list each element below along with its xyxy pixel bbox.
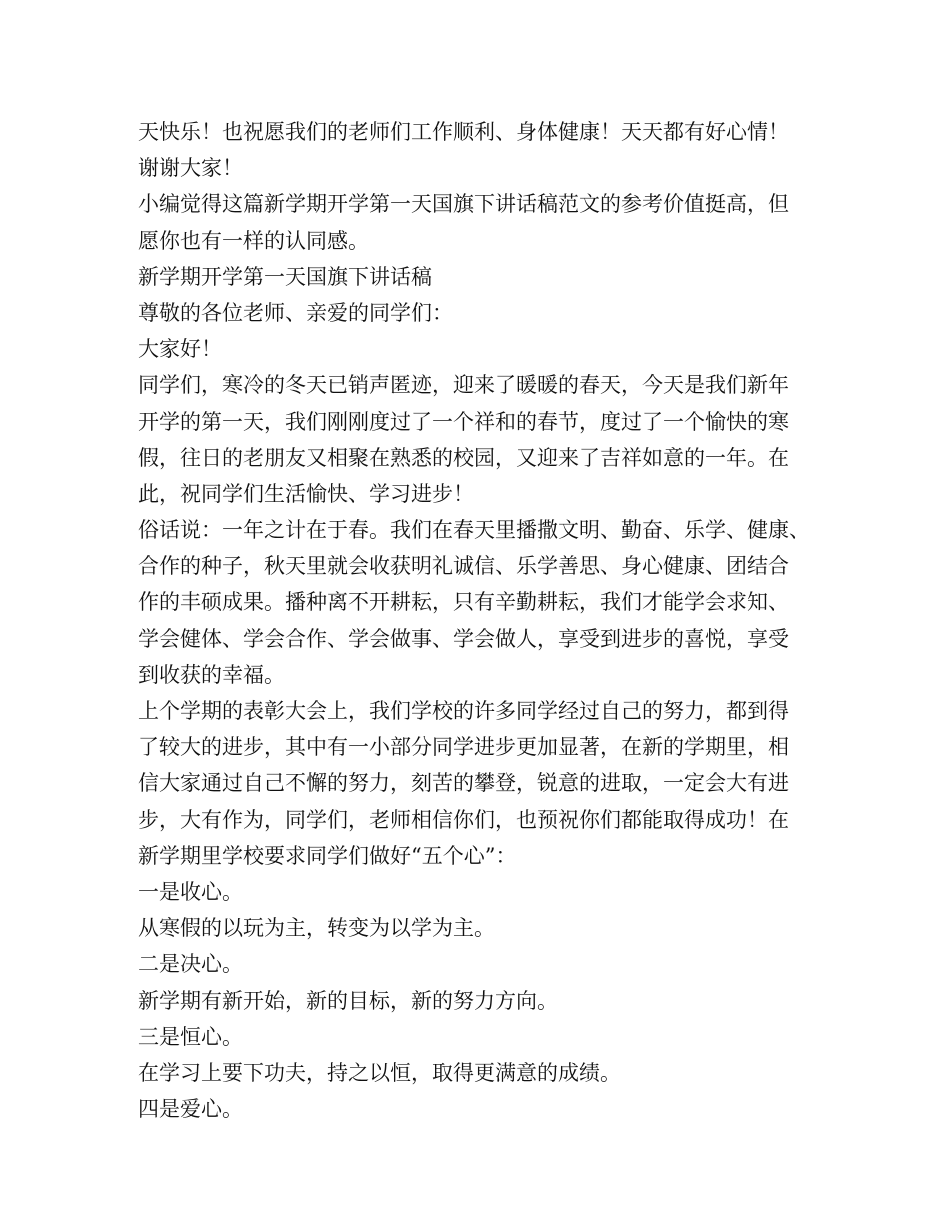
text-line: 步，大有作为，同学们，老师相信你们，也预祝你们都能取得成功！在	[138, 807, 789, 832]
text-line: 了较大的进步，其中有一小部分同学进步更加显著，在新的学期里，相	[138, 735, 789, 760]
list-heading: 二是决心。	[138, 952, 243, 977]
text-line: 到收获的幸福。	[138, 662, 285, 687]
text-line: 俗话说：一年之计在于春。我们在春天里播撒文明、勤奋、乐学、健康、	[138, 518, 810, 543]
text-line: 新学期里学校要求同学们做好“五个心”：	[138, 843, 517, 868]
text-line: 愿你也有一样的认同感。	[138, 228, 369, 253]
greeting: 大家好！	[138, 337, 222, 362]
text-line: 作的丰硕成果。播种离不开耕耘，只有辛勤耕耘，我们才能学会求知、	[138, 590, 789, 615]
text-line: 在学习上要下功夫，持之以恒，取得更满意的成绩。	[138, 1060, 621, 1085]
section-title: 新学期开学第一天国旗下讲话稿	[138, 264, 432, 289]
list-heading: 三是恒心。	[138, 1024, 243, 1049]
document-body	[138, 114, 838, 1127]
text-line: 新学期有新开始，新的目标，新的努力方向。	[138, 988, 558, 1013]
text-line: 开学的第一天，我们刚刚度过了一个祥和的春节，度过了一个愉快的寒	[138, 409, 789, 434]
list-heading: 一是收心。	[138, 879, 243, 904]
text-line: 信大家通过自己不懈的努力，刻苦的攀登，锐意的进取，一定会大有进	[138, 771, 789, 796]
text-line: 从寒假的以玩为主，转变为以学为主。	[138, 916, 495, 941]
text-line: 小编觉得这篇新学期开学第一天国旗下讲话稿范文的参考价值挺高，但	[138, 192, 789, 217]
text-line: 同学们，寒冷的冬天已销声匿迹，迎来了暖暖的春天，今天是我们新年	[138, 373, 789, 398]
text-line: 天快乐！也祝愿我们的老师们工作顺利、身体健康！天天都有好心情！	[138, 120, 789, 144]
text-line: 合作的种子，秋天里就会收获明礼诚信、乐学善思、身心健康、团结合	[138, 554, 789, 579]
text-line: 假，往日的老朋友又相聚在熟悉的校园，又迎来了吉祥如意的一年。在	[138, 445, 789, 470]
text-line: 学会健体、学会合作、学会做事、学会做人，享受到进步的喜悦，享受	[138, 626, 789, 651]
salutation: 尊敬的各位老师、亲爱的同学们：	[138, 300, 453, 325]
text-line: 此，祝同学们生活愉快、学习进步！	[138, 481, 474, 506]
text-line: 谢谢大家！	[138, 156, 243, 181]
list-heading: 四是爱心。	[138, 1097, 243, 1122]
text-line: 上个学期的表彰大会上，我们学校的许多同学经过自己的努力，都到得	[138, 699, 789, 723]
